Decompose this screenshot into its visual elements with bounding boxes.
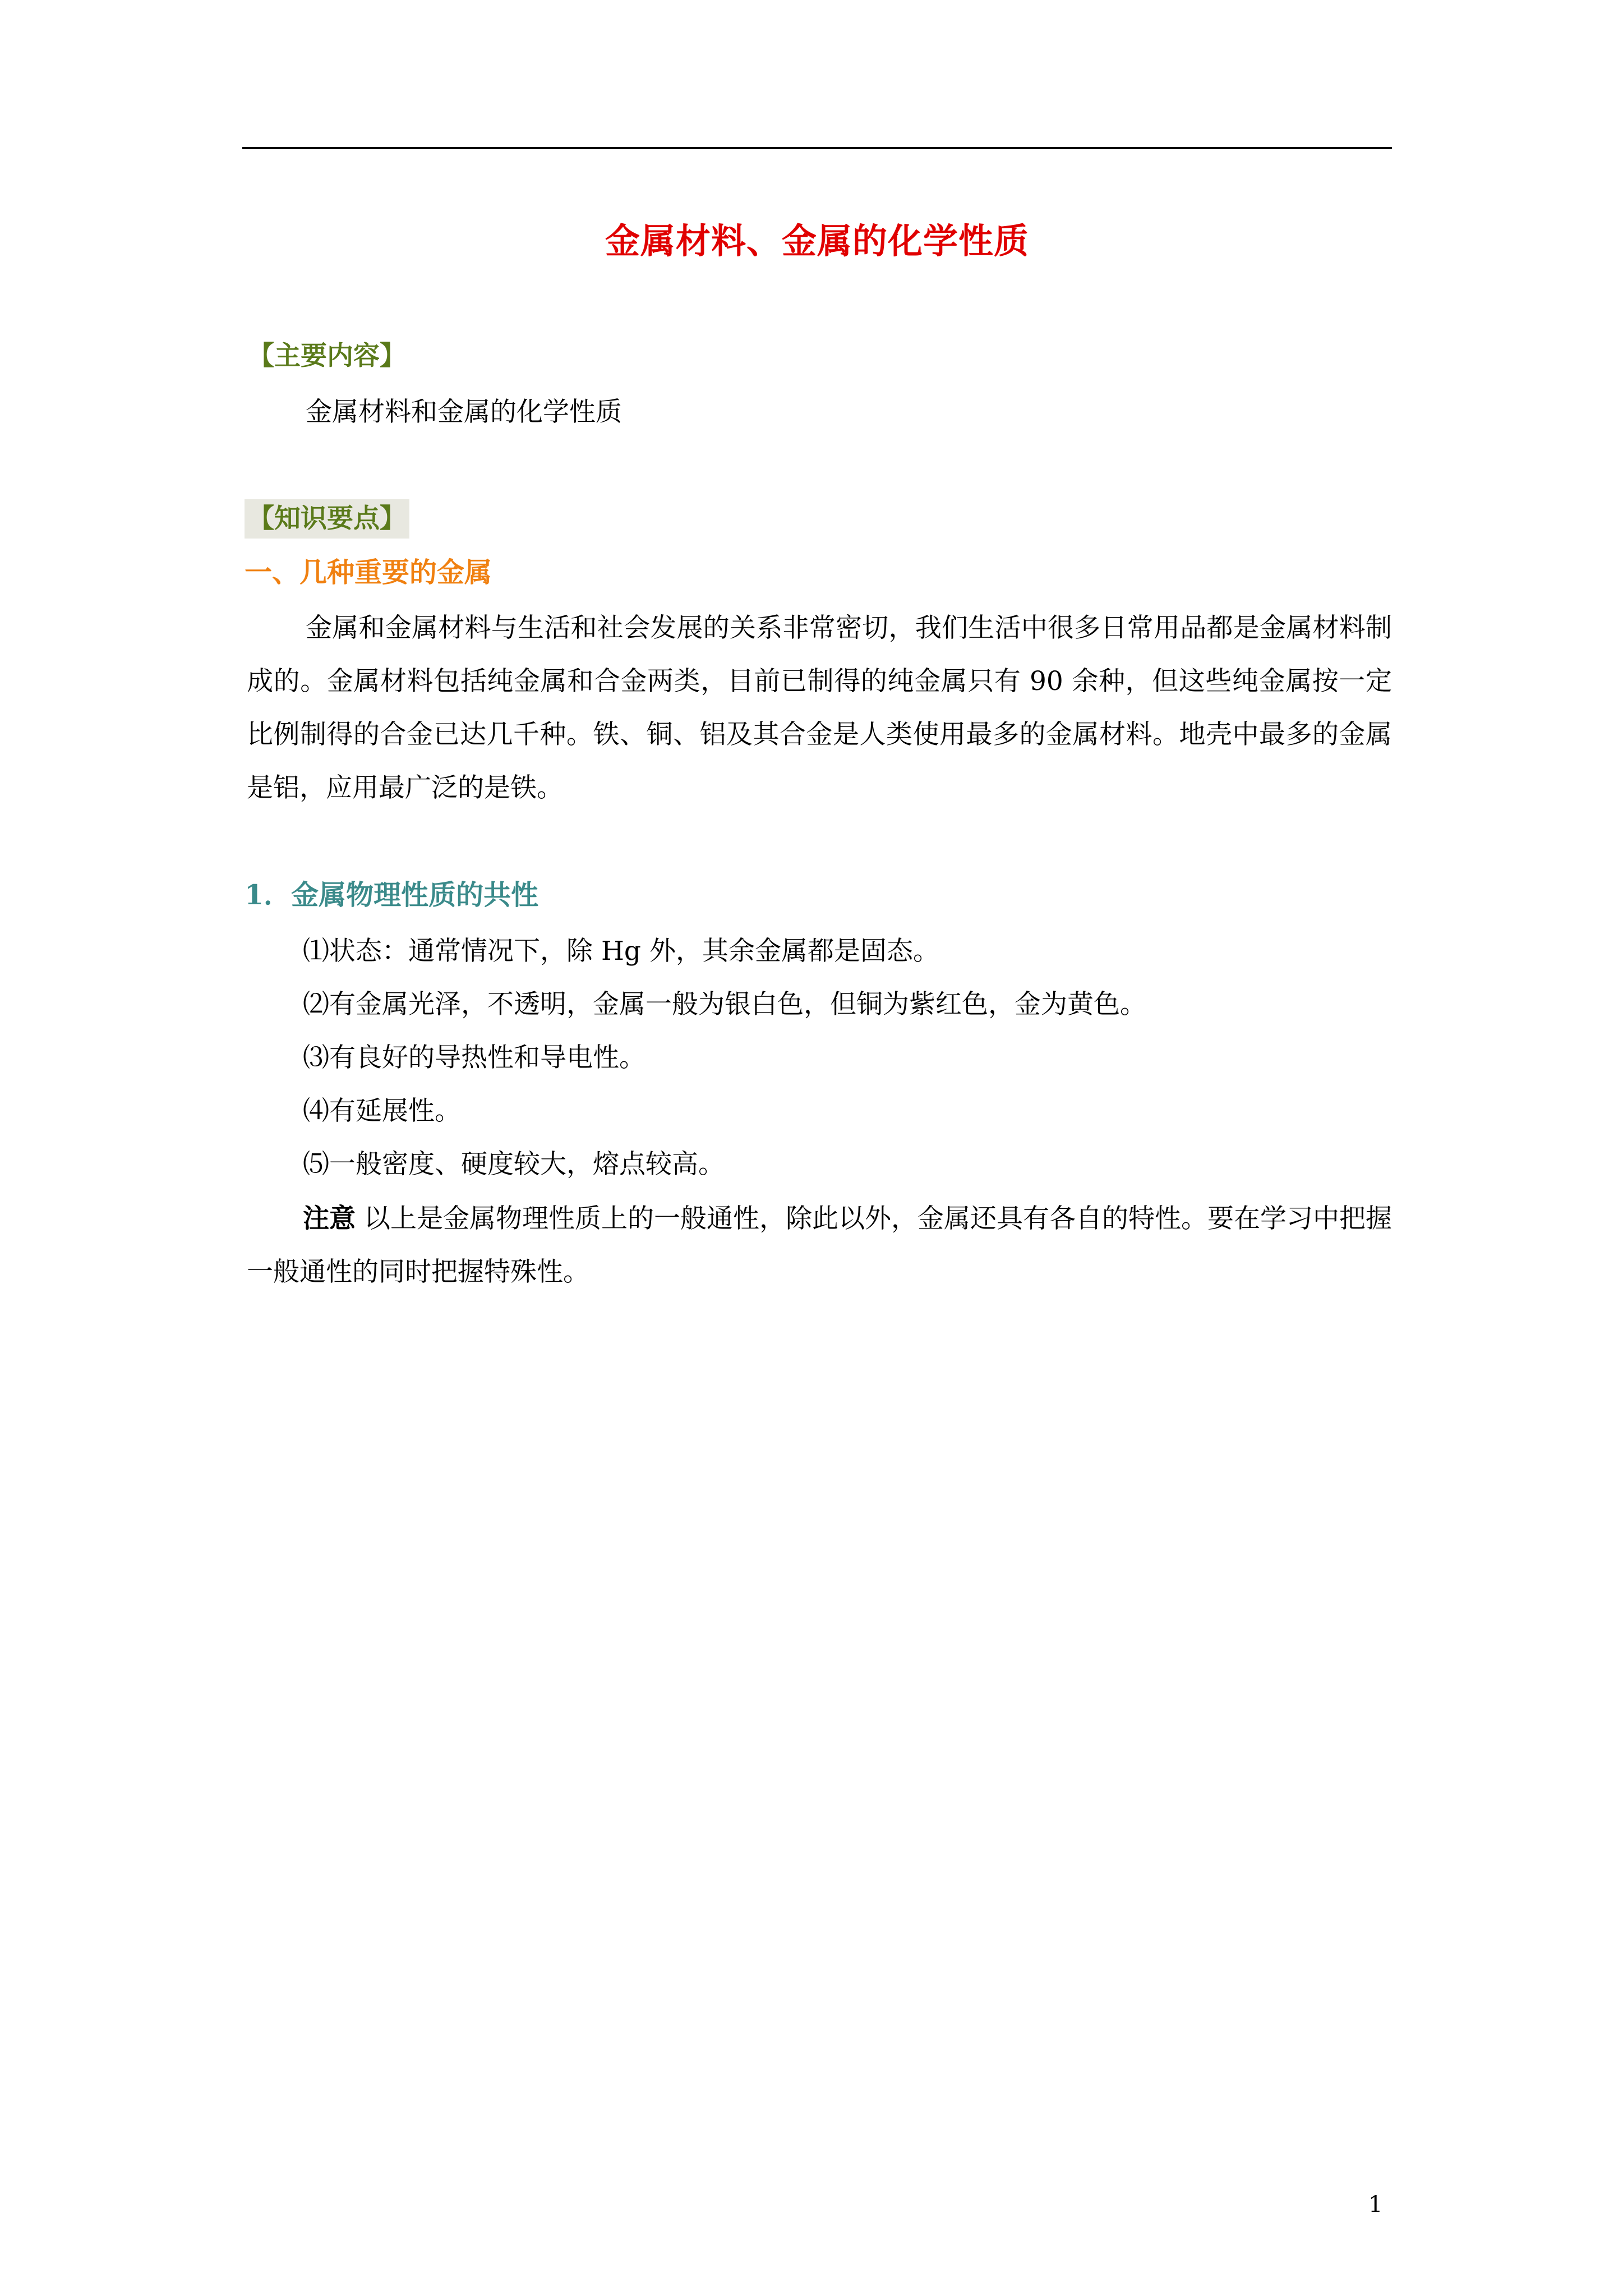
section-paragraph: 金属和金属材料与生活和社会发展的关系非常密切，我们生活中很多日常用品都是金属材料制成的。金属材料包括纯金属和合金两类，目前已制得的纯金属只有 90 余种，但这些纯金属按一定比例制得的合金已达几千种。铁、铜、铝及其合金是人类使用最多的金属材料。地壳中最多的金属是铝，应用最广泛的是铁。 — [247, 613, 1392, 803]
main-content-label: 【主要内容】 — [248, 341, 406, 371]
physical-properties-list — [303, 924, 1392, 1191]
page-number: 1 — [1368, 2192, 1383, 2217]
list-item: ⑴状态：通常情况下，除 Hg 外，其余金属都是固态。 — [303, 936, 939, 967]
main-content-text: 金属材料和金属的化学性质 — [306, 397, 622, 427]
subsection-heading-physical-properties: 1．金属物理性质的共性 — [245, 878, 539, 911]
header-rule — [242, 147, 1392, 149]
document-title: 金属材料、金属的化学性质 — [605, 220, 1029, 261]
list-item: ⑵有金属光泽，不透明，金属一般为银白色，但铜为紫红色，金为黄色。 — [303, 989, 1146, 1020]
section-heading-important-metals: 一、几种重要的金属 — [245, 556, 492, 588]
note-text: 以上是金属物理性质上的一般通性，除此以外，金属还具有各自的特性。要在学习中把握一般通性的同时把握特殊性。 — [247, 1203, 1393, 1287]
list-item: ⑶有良好的导热性和导电性。 — [303, 1042, 645, 1073]
note-label: 注意 — [303, 1203, 356, 1234]
list-item: ⑷有延展性。 — [303, 1096, 461, 1126]
list-item: ⑸一般密度、硬度较大，熔点较高。 — [303, 1149, 725, 1180]
note-paragraph — [247, 1192, 1392, 1299]
knowledge-points-label: 【知识要点】 — [245, 499, 409, 539]
